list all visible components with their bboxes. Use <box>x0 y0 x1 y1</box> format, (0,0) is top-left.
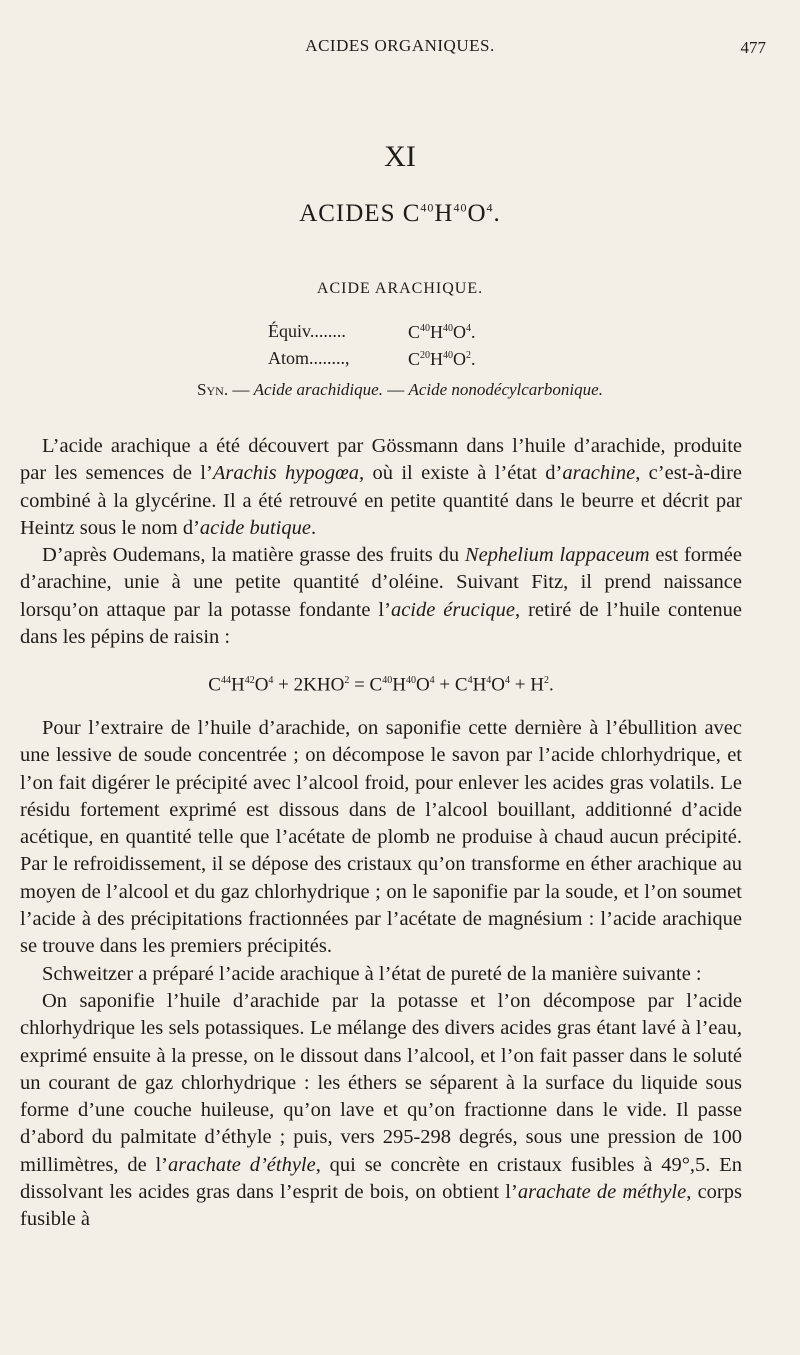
equivalents-table <box>268 318 476 372</box>
equivalent-label: Atom........, <box>268 347 350 368</box>
equivalent-formula: $C^{20}H^{40}O^2$. <box>408 349 476 369</box>
paragraph: L’acide arachique a été découvert par Gössmann dans l’huile d’arachide, produite par les semences de l’Arachis hypogœa, où il existe à l’état d’arachine, c’est-à-dire combiné à la glycérine. Il a été retrouvé en petite quantité dans le beurre et décrit par Heintz sous le nom d’acide butique. <box>20 435 742 539</box>
chemical-equation: $C^{44}H^{42}O^4 + 2KHO^2 = C^{40}H^{40}O^4 + C^4H^4O^4 + H^2$. <box>208 674 554 696</box>
equivalent-row <box>268 318 476 345</box>
subsection-heading: ACIDE ARACHIQUE. <box>316 280 484 297</box>
paragraph: D’après Oudemans, la matière grasse des fruits du Nephelium lappaceum est formée d’arachine, unie à une petite quantité d’oléine. Suivant Fitz, il prend naissance lorsqu’on attaque par la potasse fondante l’acide érucique, retiré de l’huile contenue dans les pépins de raisin : <box>20 544 742 649</box>
synonyms-line: Syn. — Acide arachidique. — Acide nonodécylcarbonique. <box>197 380 603 399</box>
running-title: ACIDES ORGANIQUES. <box>305 36 495 55</box>
equivalent-label: Équiv........ <box>268 320 346 341</box>
body-text <box>20 433 742 1234</box>
chapter-number: XI <box>384 140 416 173</box>
paragraph: Pour l’extraire de l’huile d’arachide, on saponifie cette dernière à l’ébullition avec une lessive de soude concentrée ; on décompose le savon par l’acide chlorhydrique, et l’on fait digérer le précipité avec l’alcool froid, pour enlever les acides gras volatils. Le résidu fortement exprimé est dissous dans de l’alcool bouillant, additionné d’acide acétique, en quantité telle que l’acétate de plomb ne produise à chaud aucun précipité. Par le refroidissement, il se dépose des cristaux qu’on transforme en éther arachique au moyen de l’alcool et du gaz chlorhydrique ; on le saponifie par la soude, et l’on soumet l’acide à des précipitations fractionnées par l’acétate de magnésium : l’acide arachique se trouve dans les premiers précipités. <box>20 717 742 958</box>
equivalent-row <box>268 345 476 372</box>
paragraph: On saponifie l’huile d’arachide par la potasse et l’on décompose par l’acide chlorhydrique les sels potassiques. Le mélange des divers acides gras étant lavé à l’eau, exprimé ensuite à la presse, on le dissout dans l’alcool, et l’on fait passer dans le soluté un courant de gaz chlorhydrique : les éthers se séparent à la surface du liquide sous forme d’une couche huileuse, qu’on lave et qu’on fractionne dans le vide. Il passe d’abord du palmitate d’éthyle ; puis, vers 295-298 degrés, sous une pression de 100 millimètres, de l’arachate d’éthyle, qui se concrète en cristaux fusibles à 49°,5. En dissolvant les acides gras dans l’esprit de bois, on obtient l’arachate de méthyle, corps fusible à <box>20 989 743 1231</box>
section-heading: ACIDES $C^{40}H^{40}O^4$. <box>299 200 501 227</box>
page-number: 477 <box>740 38 766 57</box>
equivalent-formula: $C^{40}H^{40}O^4$. <box>408 322 476 342</box>
paragraph: Schweitzer a préparé l’acide arachique à l’état de pureté de la manière suivante : <box>42 962 702 985</box>
